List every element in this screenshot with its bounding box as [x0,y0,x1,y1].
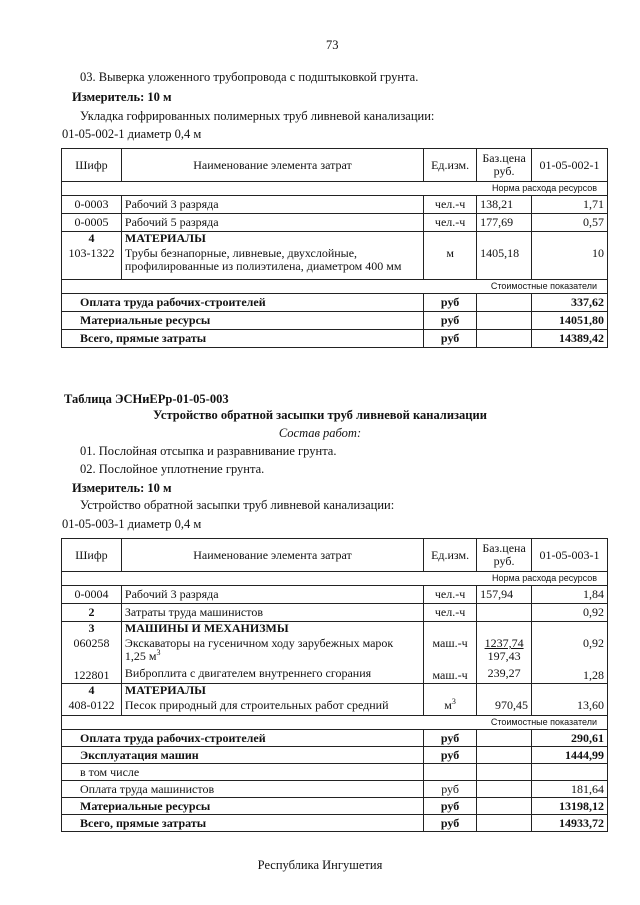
table-row: 2 Затраты труда машинистов чел.-ч 0,92 [62,604,608,622]
meter-label: Измеритель: 10 м [72,481,172,495]
group-name: МАТЕРИАЛЫ [124,231,206,245]
composition-label: Состав работ: [278,426,362,440]
header-name: Наименование элемента затрат [121,149,423,182]
header-name: Наименование элемента затрат [121,539,423,572]
total-row: Материальные ресурсы руб 14051,80 [62,312,608,330]
header-unit: Ед.изм. [424,149,477,182]
code-line: 01-05-003-1 диаметр 0,4 м [62,517,202,531]
table-row: 0-0004 Рабочий 3 разряда чел.-ч 157,94 1,84 [62,586,608,604]
resource-table-2 [61,538,608,832]
work-description: Укладка гофрированных полимерных труб ливневой канализации: [80,109,435,123]
norm-label: Норма расхода ресурсов [62,572,608,586]
total-row: Всего, прямые затраты руб 14389,42 [62,330,608,348]
total-row: Оплата труда рабочих-строителей руб 337,62 [62,294,608,312]
group-code: 4 [88,683,95,697]
header-price: Баз.цена руб. [477,149,532,182]
table-row-materials: 4 408-0122 МАТЕРИАЛЫ Песок природный для строительных работ средний $м^3$ 970,45 13,60 [62,684,608,716]
section-heading: Устройство обратной засыпки труб ливневой канализации [153,408,487,422]
code-line: 01-05-002-1 диаметр 0,4 м [62,127,202,141]
total-row: Материальные ресурсы руб 13198,12 [62,798,608,815]
group-name: МАШИНЫ И МЕХАНИЗМЫ [124,621,289,635]
header-code: Шифр [62,539,122,572]
table-title: Таблица ЭСНиЕРр-01-05-003 [64,392,229,406]
table-row-materials: 4 103-1322 МАТЕРИАЛЫ Трубы безнапорные, ливневые, двухслойные, профилированные из полиэтилена, диаметром 400 мм м 1405,18 10 [62,232,608,280]
work-description: Устройство обратной засыпки труб ливневой канализации: [80,498,395,512]
footer-region: Республика Ингушетия [257,858,383,872]
header-code: Шифр [62,149,122,182]
header-price: Баз.цена руб. [477,539,532,572]
group-code: 3 [88,621,95,635]
total-row: в том числе [62,764,608,781]
norm-label: Норма расхода ресурсов [62,182,608,196]
total-row: Всего, прямые затраты руб 14933,72 [62,815,608,832]
table-row-machines: 3 060258 122801 МАШИНЫ И МЕХАНИЗМЫ Экскаваторы на гусеничном ходу зарубежных марок 1,25 $м^3$ Виброплита с двигателем внутреннего сгорания маш.-ч маш.-ч 1237,74 197,43 239,27 0,92 1,28 [62,622,608,684]
table-row: 0-0005 Рабочий 5 разряда чел.-ч 177,69 0,57 [62,214,608,232]
header-column-code: 01-05-002-1 [532,149,608,182]
table-row: 0-0003 Рабочий 3 разряда чел.-ч 138,21 1,71 [62,196,608,214]
work-item: 03. Выверка уложенного трубопровода с подштыковкой грунта. [80,70,419,84]
group-name: МАТЕРИАЛЫ [124,683,206,697]
meter-label: Измеритель: 10 м [72,90,172,104]
work-item: 02. Послойное уплотнение грунта. [80,462,265,476]
total-row: Эксплуатация машин руб 1444,99 [62,747,608,764]
total-row: Оплата труда машинистов руб 181,64 [62,781,608,798]
resource-table-1 [61,148,608,348]
work-item: 01. Послойная отсыпка и разравнивание грунта. [80,444,337,458]
total-row: Оплата труда рабочих-строителей руб 290,61 [62,730,608,747]
header-column-code: 01-05-003-1 [532,539,608,572]
group-code: 4 [88,231,95,245]
page-number: 73 [326,38,339,52]
cost-label: Стоимостные показатели [62,716,608,730]
header-unit: Ед.изм. [424,539,477,572]
cost-label: Стоимостные показатели [62,280,608,294]
